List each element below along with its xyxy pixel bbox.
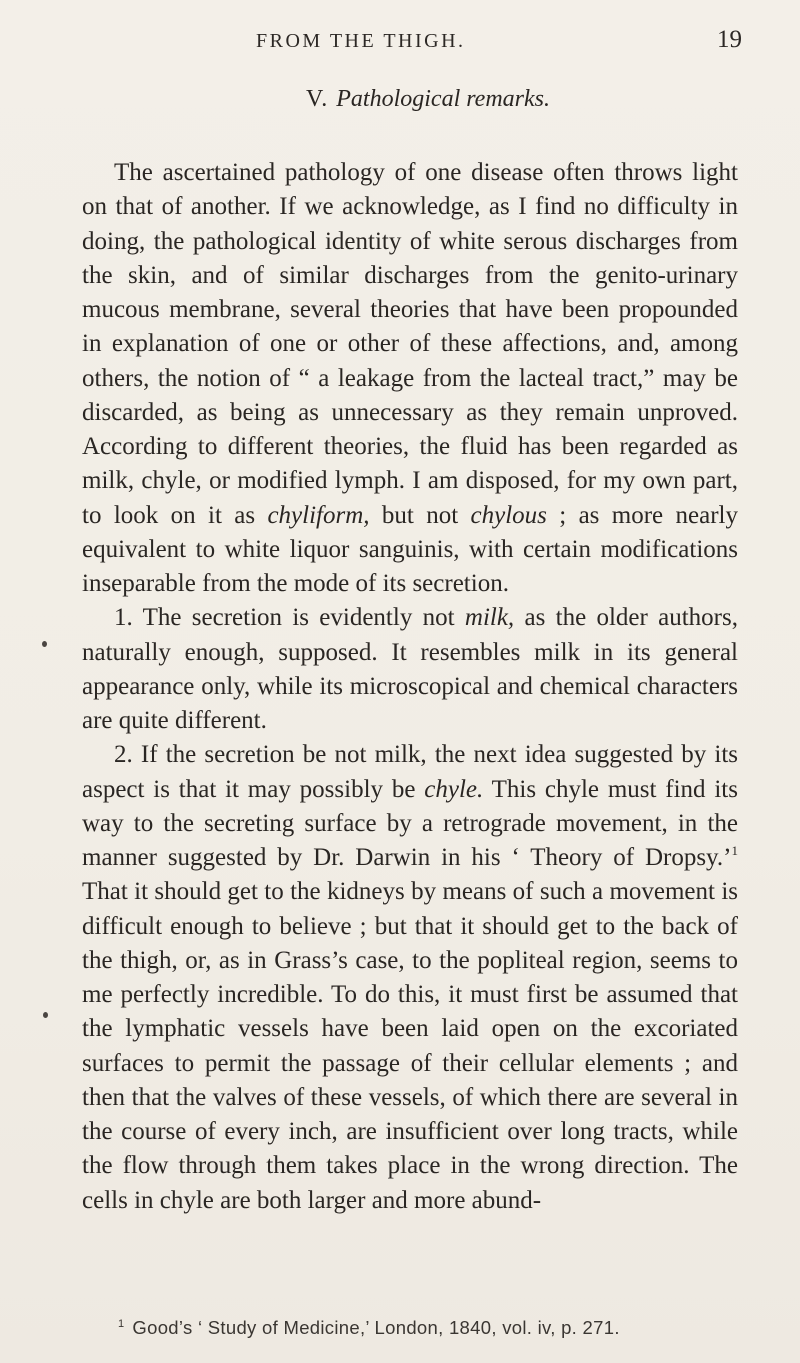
page-number: 19 xyxy=(717,26,742,53)
text-run: but not xyxy=(369,501,471,529)
print-speck xyxy=(42,641,47,647)
paragraph-point-2 xyxy=(82,738,738,1218)
italic-term: milk, xyxy=(464,604,515,632)
text-run: 2. If the secretion be not milk, the next idea suggested by its aspect is that it may possibly be xyxy=(82,741,738,803)
text-run: That it should get to the kidneys by means of such a movement is difficult enough to believe ; but that it should get to the back of the thigh, or, as in Grass’s case, to the popliteal region, seems to me perfectly incredible. To do this, it must first be assumed that the lymphatic vessels have been laid open on the excoriated surfaces to permit the passage of their cellular elements ; and then that the valves of these vessels, of which there are several in the course of every inch, are insufficient over long tracts, while the flow through them takes place in the wrong direction. The cells in chyle are both larger and more abund- xyxy=(82,878,738,1214)
running-head: FROM THE THIGH. xyxy=(256,30,466,52)
text-run: The ascertained pathology of one disease often throws light on that of another. If we acknowledge, as I find no difficulty in doing, the pathological identity of white serous discharges from the skin, and of similar discharges from the genito-urinary mucous membrane, several theories that have been propounded in explanation of one or other of these affections, and, among others, the notion of “ a leakage from the lacteal tract,” may be discarded, as being as unnecessary as they remain unproved. According to different theories, the fluid has been regarded as milk, chyle, or modified lymph. I am disposed, for my own part, to look on it as xyxy=(82,159,738,529)
italic-term: chyle. xyxy=(424,775,484,803)
section-number: V. xyxy=(306,86,329,112)
paragraph-point-1 xyxy=(82,601,738,738)
body-text xyxy=(82,156,738,1218)
section-title: Pathological remarks. xyxy=(336,86,550,112)
print-speck xyxy=(43,1012,48,1018)
text-run: This chyle must find its way to the secreting surface by a retrograde movement, in the manner suggested by Dr. Darwin in his ‘ Theory of Dropsy.’ xyxy=(82,775,738,871)
footnote-reference: 1 xyxy=(731,843,738,858)
footnote xyxy=(118,1317,620,1339)
text-run: ; as more nearly equivalent to white liquor sanguinis, with certain modifications inseparable from the mode of its secretion. xyxy=(82,501,738,597)
text-run: 1. The secretion is evidently not xyxy=(114,604,465,632)
text-run: as the older authors, naturally enough, supposed. It resembles milk in its general appearance only, while its microscopical and chemical characters are quite different. xyxy=(82,604,738,734)
section-heading xyxy=(306,86,550,113)
italic-term: chyliform, xyxy=(267,501,370,529)
italic-term: chylous xyxy=(470,501,547,529)
footnote-marker: 1 xyxy=(118,1318,125,1330)
footnote-text: Good’s ‘ Study of Medicine,’ London, 1840, vol. iv, p. 271. xyxy=(132,1317,620,1338)
paragraph-intro xyxy=(82,156,738,601)
